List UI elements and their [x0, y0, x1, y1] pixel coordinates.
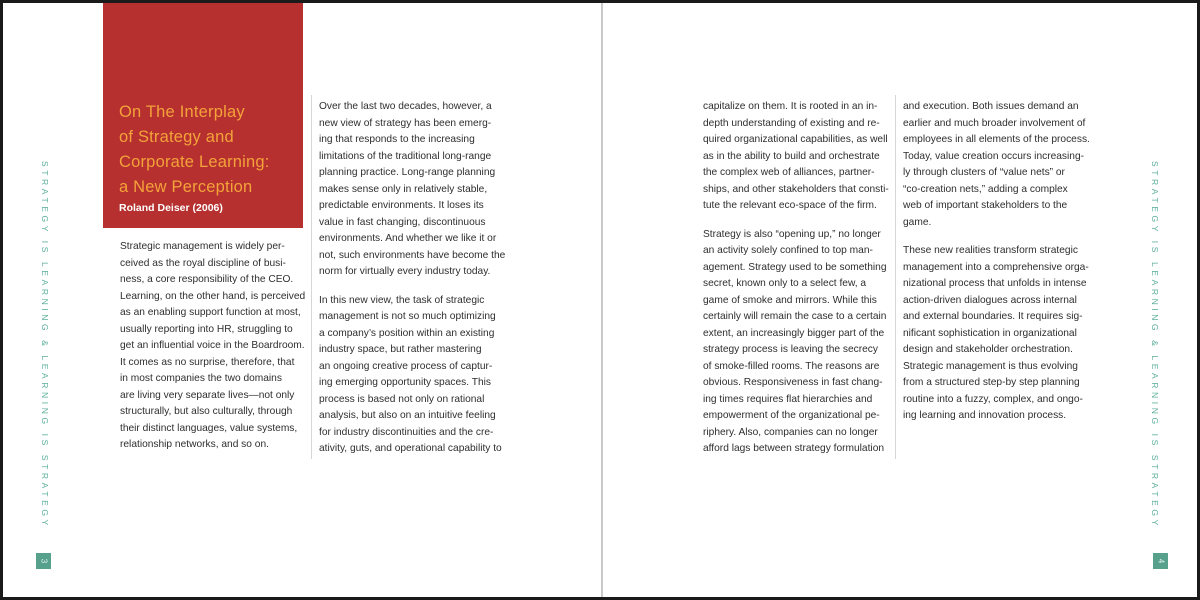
text-line: riphery. Also, companies can no longer: [703, 426, 878, 438]
text-line: agement. Strategy used to be something: [703, 261, 887, 273]
text-line: norm for virtually every industry today.: [319, 266, 491, 277]
text-line: get an influential voice in the Boardroom.: [120, 340, 305, 351]
text-line: extent, an increasingly bigger part of the: [703, 327, 885, 339]
text-line: their distinct languages, value systems,: [120, 422, 298, 434]
text-line: Learning, on the other hand, is perceived: [120, 290, 306, 302]
text-line: value in fast changing, discontinuous: [319, 216, 486, 228]
text-line: empowerment of the organizational pe-: [703, 410, 880, 421]
text-line: secret, known only to a select few, a: [703, 278, 867, 289]
text-line: Strategic management is thus evolving: [903, 360, 1078, 372]
left-margin-text: STRATEGY IS LEARNING & LEARNING IS STRATEGY: [40, 161, 50, 529]
text-line: management into a comprehensive orga-: [903, 261, 1089, 273]
text-line: and external boundaries. It requires sig-: [903, 311, 1083, 322]
text-line: Strategic management is widely per-: [120, 241, 285, 252]
text-line: ativity, guts, and operational capability to: [319, 443, 502, 454]
text-line: These new realities transform strategic: [903, 245, 1078, 256]
text-line: usually reporting into HR, struggling to: [120, 323, 293, 335]
text-line: Strategy is also “opening up,” no longer: [703, 228, 881, 240]
text-line: planning practice. Long-range planning: [319, 167, 496, 178]
text-line: industry space, but rather mastering: [319, 344, 482, 355]
text-line: earlier and much broader involvement of: [903, 117, 1086, 129]
page-number-right: 4: [1153, 553, 1168, 569]
column-divider: [895, 95, 896, 459]
text-line: the complex web of alliances, partner-: [703, 167, 875, 178]
text-line: ing learning and innovation process.: [903, 410, 1067, 421]
text-line: nificant sophistication in organizational: [903, 327, 1077, 339]
text-line: afford lags between strategy formulation: [703, 443, 885, 454]
text-line: an activity solely confined to top man-: [703, 245, 873, 256]
text-line: Today, value creation occurs increasing-: [903, 150, 1085, 162]
text-line: strategy process is leaving the secrecy: [703, 344, 878, 355]
text-line: capitalize on them. It is rooted in an in-: [703, 101, 878, 112]
column-2: [319, 99, 505, 470]
text-line: of smoke-filled rooms. The reasons are: [703, 360, 880, 372]
column-divider: [311, 95, 312, 459]
text-line: web of important stakeholders to the: [903, 200, 1068, 211]
text-line: new view of strategy has been emerg-: [319, 117, 492, 129]
text-line: obvious. Responsiveness in fast chang-: [703, 377, 883, 388]
text-line: “co-creation nets,” adding a complex: [903, 183, 1068, 195]
text-line: ing that responds to the increasing: [319, 134, 475, 145]
title-block: [103, 0, 303, 228]
text-line: ships, and other stakeholders that consti-: [703, 183, 889, 195]
title-line: a New Perception: [119, 178, 253, 196]
paragraph: [903, 99, 1089, 231]
text-line: action-driven dialogues across internal: [903, 294, 1077, 306]
text-line: ing emerging opportunity spaces. This: [319, 377, 491, 388]
title-line: of Strategy and: [119, 128, 234, 146]
text-line: from a structured step-by step planning: [903, 377, 1080, 388]
article-title: [119, 100, 299, 200]
text-line: Over the last two decades, however, a: [319, 101, 492, 112]
text-line: a company’s position within an existing: [319, 327, 495, 339]
text-line: ly through clusters of “value nets” or: [903, 167, 1065, 178]
text-line: are living very separate lives—not only: [120, 389, 295, 401]
text-line: routine into a fuzzy, complex, and ongo-: [903, 393, 1083, 405]
paragraph: [120, 239, 306, 454]
text-line: relationship networks, and so on.: [120, 439, 269, 450]
text-line: tute the relevant eco-space of the firm.: [703, 200, 877, 211]
text-line: limitations of the traditional long-range: [319, 150, 492, 162]
text-line: structurally, but also culturally, through: [120, 406, 293, 417]
title-line: Corporate Learning:: [119, 153, 270, 171]
text-line: game of smoke and mirrors. While this: [703, 294, 877, 306]
text-line: quired organizational capabilities, as well: [703, 134, 888, 145]
text-line: nizational process that unfolds in intense: [903, 278, 1087, 289]
paragraph: [903, 243, 1089, 425]
text-line: as in the ability to build and orchestrate: [703, 150, 880, 162]
right-margin-text: STRATEGY IS LEARNING & LEARNING IS STRATEGY: [1150, 161, 1160, 529]
text-line: analysis, but also on an intuitive feeling: [319, 410, 496, 421]
text-line: predictable environments. It loses its: [319, 200, 484, 211]
text-line: depth understanding of existing and re-: [703, 117, 880, 129]
text-line: in most companies the two domains: [120, 373, 282, 384]
text-line: certainly will remain the case to a certain: [703, 311, 887, 322]
text-line: an ongoing creative process of captur-: [319, 360, 493, 372]
text-line: In this new view, the task of strategic: [319, 294, 485, 306]
text-line: not, such environments have become the: [319, 249, 506, 261]
paragraph: [319, 99, 505, 281]
page-number-left: 3: [36, 553, 51, 569]
text-line: and execution. Both issues demand an: [903, 101, 1079, 112]
text-line: design and stakeholder orchestration.: [903, 344, 1073, 355]
column-1: [120, 239, 306, 466]
paragraph: [703, 227, 889, 458]
text-line: environments. And whether we like it or: [319, 233, 497, 244]
text-line: game.: [903, 216, 932, 228]
paragraph: [319, 293, 505, 458]
text-line: as an enabling support function at most,: [120, 307, 301, 318]
title-line: On The Interplay: [119, 103, 245, 121]
text-line: process is based not only on rational: [319, 393, 485, 405]
article-author: Roland Deiser (2006): [119, 202, 223, 214]
column-3: [703, 99, 889, 470]
text-line: employees in all elements of the process.: [903, 134, 1090, 145]
text-line: for industry discontinuities and the cre-: [319, 426, 494, 438]
text-line: makes sense only in relatively stable,: [319, 183, 488, 195]
text-line: ness, a core responsibility of the CEO.: [120, 274, 294, 285]
paragraph: [703, 99, 889, 215]
text-line: ing times requires flat hierarchies and: [703, 393, 873, 405]
page-gutter: [601, 3, 603, 597]
text-line: management is not so much optimizing: [319, 311, 496, 322]
text-line: It comes as no surprise, therefore, that: [120, 356, 295, 368]
text-line: ceived as the royal discipline of busi-: [120, 257, 286, 269]
column-4: [903, 99, 1089, 437]
